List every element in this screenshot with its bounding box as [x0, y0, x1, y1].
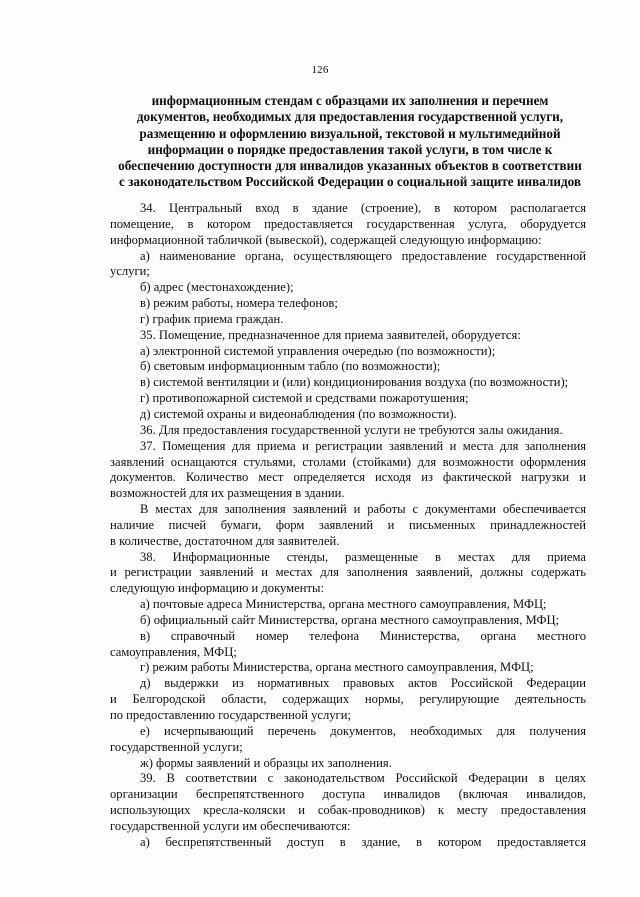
text-line: в) справочный номер телефона Министерства, органа местного: [140, 628, 586, 643]
text-line: следующую информацию и документы:: [110, 581, 324, 596]
text-line: а) беспрепятственный доступ в здание, в котором предоставляется: [140, 834, 586, 849]
text-line: заявлений оснащаются стульями, столами (стойками) для возможности оформления: [110, 454, 586, 469]
text-line: и регистрации заявлений и местах для заполнения заявлений, должны содержать: [110, 565, 586, 580]
text-line: б) официальный сайт Министерства, органа местного самоуправления, МФЦ;: [140, 612, 560, 627]
text-line: д) системой охраны и видеонаблюдения (по возможности).: [140, 406, 457, 421]
text-line: 36. Для предоставления государственной услуги не требуются залы ожидания.: [140, 422, 563, 437]
text-line: наличие писчей бумаги, форм заявлений и письменных принадлежностей: [110, 517, 586, 532]
text-line: а) электронной системой управления очередью (по возможности);: [140, 343, 496, 358]
text-line: 38. Информационные стенды, размещенные в местах для приема: [140, 549, 586, 564]
text-line: услуги;: [110, 264, 150, 279]
text-line: в количестве, достаточном для заявителей.: [110, 533, 340, 548]
text-line: в) системой вентиляции и (или) кондиционирования воздуха (по возможности);: [140, 375, 569, 390]
text-line: в) режим работы, номера телефонов;: [140, 296, 338, 311]
text-line: помещение, в котором предоставляется государственная услуга, оборудуется: [110, 216, 586, 231]
heading-line: документов, необходимых для предоставления государственной услуги,: [136, 109, 564, 125]
page-number: 126: [311, 64, 329, 76]
text-line: ж) формы заявлений и образцы их заполнения.: [140, 755, 392, 770]
text-line: использующих кресла-коляски и собак-проводников) к месту предоставления: [110, 803, 586, 818]
text-line: по предоставлению государственной услуги;: [110, 708, 351, 722]
text-line: 35. Помещение, предназначенное для приема заявителей, оборудуется:: [140, 327, 521, 342]
text-line: 34. Центральный вход в здание (строение), в котором располагается: [140, 201, 586, 215]
heading-line: размещению и оформлению визуальной, текстовой и мультимедийной: [139, 125, 561, 141]
text-line: В местах для заполнения заявлений и работы с документами обеспечивается: [140, 502, 586, 517]
text-line: 37. Помещения для приема и регистрации заявлений и места для заполнения: [140, 438, 586, 453]
text-line: документов. Количество мест определяется исходя из фактической нагрузки и: [110, 470, 586, 485]
heading-line: информационным стендам с образцами их заполнения и перечнем: [151, 93, 549, 108]
heading-line: информации о порядке предоставления такой услуги, в том числе к: [147, 141, 553, 157]
text-line: г) противопожарной системой и средствами пожаротушения;: [140, 391, 469, 406]
text-line: б) адрес (местонахождение);: [140, 280, 294, 295]
text-line: возможностей для их размещения в здании.: [110, 486, 345, 501]
text-line: организации беспрепятственного доступа инвалидов (включая инвалидов,: [110, 787, 586, 802]
text-line: г) график приема граждан.: [140, 311, 284, 326]
text-line: б) световым информационным табло (по возможности);: [140, 359, 441, 374]
text-line: государственной услуги им обеспечиваются:: [110, 818, 351, 833]
heading-line: обеспечению доступности для инвалидов указанных объектов в соответствии: [118, 158, 582, 174]
text-line: государственной услуги;: [110, 739, 243, 754]
text-line: е) исчерпывающий перечень документов, необходимых для получения: [140, 723, 586, 738]
document-body: [110, 201, 586, 851]
section-heading: [110, 93, 590, 191]
text-line: 39. В соответствии с законодательством Российской Федерации в целях: [140, 771, 586, 786]
text-line: информационной табличкой (вывеской), содержащей следующую информацию:: [110, 232, 542, 247]
text-line: и Белгородской области, содержащих нормы, регулирующие деятельность: [110, 692, 586, 707]
heading-line: с законодательством Российской Федерации о социальной защите инвалидов: [118, 174, 582, 190]
text-line: а) наименование органа, осуществляющего предоставление государственной: [140, 248, 586, 263]
text-line: самоуправления, МФЦ;: [110, 644, 237, 659]
text-line: а) почтовые адреса Министерства, органа местного самоуправления, МФЦ;: [140, 597, 547, 612]
text-line: д) выдержки из нормативных правовых актов Российской Федерации: [140, 676, 586, 691]
text-line: г) режим работы Министерства, органа местного самоуправления, МФЦ;: [140, 660, 534, 675]
